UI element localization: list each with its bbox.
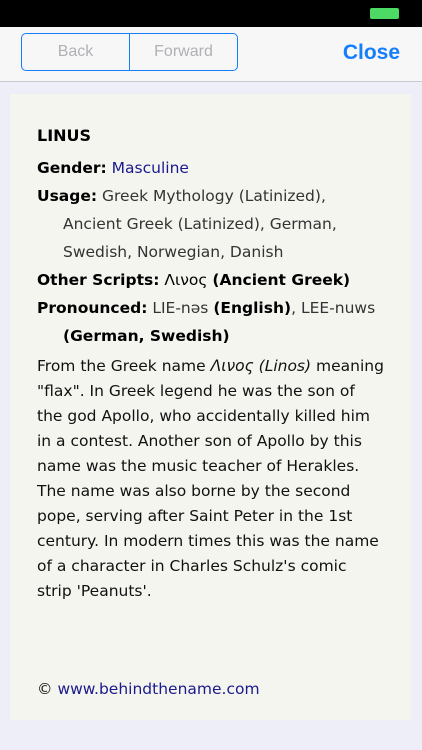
other-scripts-label: Other Scripts:	[37, 271, 160, 289]
entry-name: LINUS	[37, 126, 92, 145]
other-scripts-language: (Ancient Greek)	[212, 271, 351, 289]
usage-label: Usage:	[37, 187, 98, 205]
description-greek-name: Λινος	[210, 357, 254, 375]
gender-row	[37, 154, 385, 182]
pronounced-label: Pronounced:	[37, 299, 148, 317]
other-scripts-value: Λινος	[164, 271, 208, 289]
pronounced-row	[37, 294, 385, 350]
description-latin-name: (Linos)	[258, 357, 312, 375]
pronunciation-german: LEE-nuws	[300, 299, 376, 317]
status-bar	[0, 0, 422, 27]
pronunciation-german-lang: (German, Swedish)	[63, 327, 230, 345]
back-forward-segmented-control	[21, 33, 238, 71]
battery-icon	[370, 8, 399, 19]
pronunciation-english: LIE-nəs	[152, 299, 209, 317]
other-scripts-row	[37, 266, 385, 294]
back-button[interactable]: Back	[57, 43, 94, 60]
usage-row	[37, 182, 385, 266]
gender-link[interactable]: Masculine	[111, 159, 189, 177]
copyright-symbol: ©	[37, 680, 53, 698]
gender-label: Gender:	[37, 159, 107, 177]
forward-button[interactable]: Forward	[129, 34, 237, 70]
description-part-2: meaning "flax". In Greek legend he was the son of the god Apollo, who accidentally killed him in a contest. Another son of Apollo by this name was the music teacher of Herakles. The name was also borne by the second pope, serving after Saint Peter in the 1st century. In modern times this was the name of a character in Charles Schulz's comic strip 'Peanuts'.	[37, 357, 384, 600]
nav-bar	[0, 27, 422, 82]
pronunciation-english-lang: (English)	[213, 299, 292, 317]
usage-value: Greek Mythology (Latinized), Ancient Greek (Latinized), German, Swedish, Norwegian, Danish	[63, 187, 337, 261]
name-entry-panel	[10, 94, 411, 720]
pronunciation-separator: ,	[291, 299, 301, 317]
footer	[37, 680, 260, 698]
description-part-1: From the Greek name	[37, 357, 211, 375]
website-link[interactable]: www.behindthename.com	[57, 680, 260, 698]
close-button[interactable]: Close	[342, 41, 400, 64]
description-text	[37, 354, 385, 604]
